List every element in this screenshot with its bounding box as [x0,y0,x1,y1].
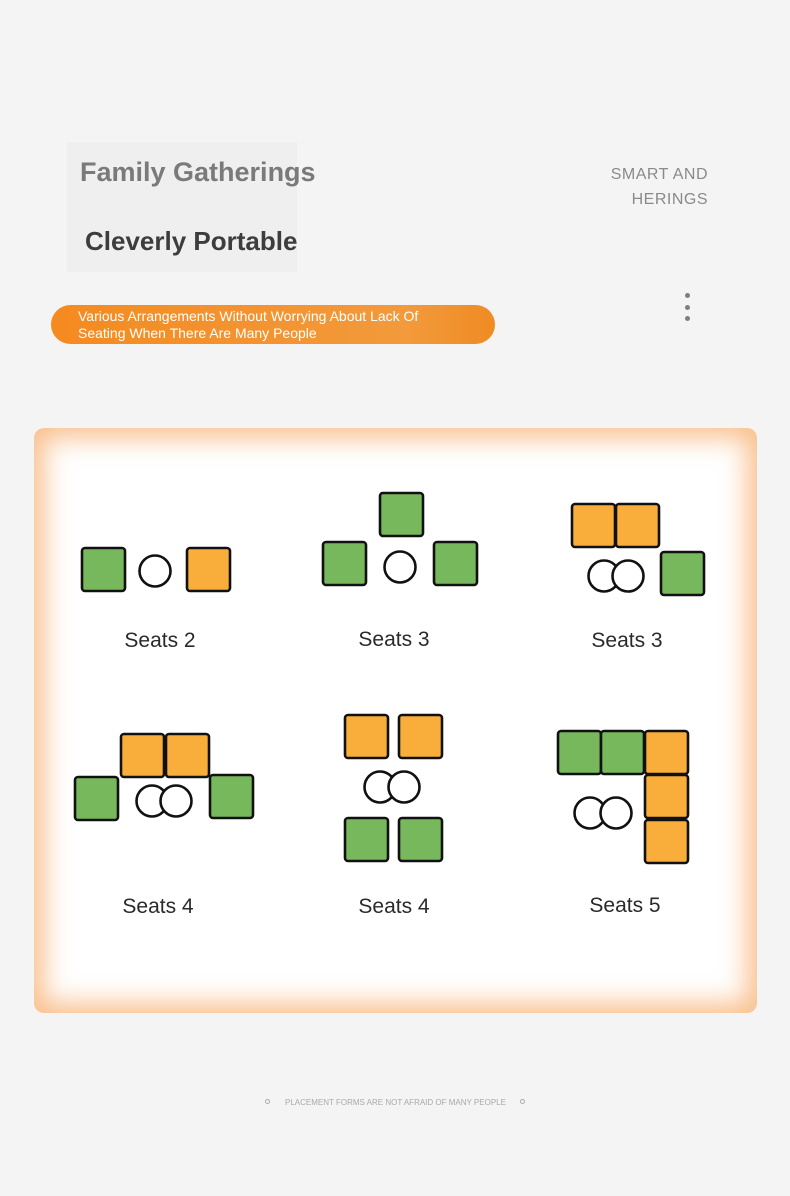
stool-square [75,777,118,820]
stool-square [601,731,644,774]
vertical-dots-icon[interactable] [676,290,698,324]
stool-square [380,493,423,536]
dot [685,305,690,310]
stool-square [399,715,442,758]
feature-banner [51,305,495,344]
stool-round [613,561,644,592]
side-note-line1: SMART AND [610,166,708,183]
stool-square [572,504,615,547]
stool-round [161,786,192,817]
stool-square [661,552,704,595]
stool-square [166,734,209,777]
layout-caption-2: Seats 3 [358,628,430,651]
footer-text: PLACEMENT FORMS ARE NOT AFRAID OF MANY PEOPLE [285,1098,506,1107]
stool-square [121,734,164,777]
stool-square [434,542,477,585]
dot [685,293,690,298]
layout-caption-4: Seats 4 [122,895,194,918]
footer [0,1096,790,1110]
stool-square [187,548,230,591]
banner-line2: Seating When There Are Many People [78,325,317,341]
stool-round [140,556,171,587]
layout-caption-1: Seats 2 [124,629,196,652]
stool-square [645,731,688,774]
layout-caption-6: Seats 5 [589,894,661,917]
side-note-line2: HERINGS [631,191,708,208]
layout-caption-5: Seats 4 [358,895,430,918]
banner-line1: Various Arrangements Without Worrying About Lack Of [78,308,419,324]
footer-dot-left [265,1099,270,1104]
stool-square [645,775,688,818]
stool-round [385,552,416,583]
side-note [568,162,708,212]
layout-caption-3: Seats 3 [591,629,663,652]
stool-square [323,542,366,585]
stool-square [616,504,659,547]
stool-round [601,798,632,829]
stool-round [389,772,420,803]
stool-square [645,820,688,863]
dot [685,316,690,321]
page-subtitle: Cleverly Portable [85,226,298,256]
stool-square [345,715,388,758]
arrangements-panel [34,428,757,1013]
stool-square [399,818,442,861]
stool-square [345,818,388,861]
stool-square [82,548,125,591]
page-title: Family Gatherings [80,157,316,187]
stool-square [210,775,253,818]
stool-square [558,731,601,774]
footer-dot-right [520,1099,525,1104]
arrangement-diagrams [34,428,757,1013]
